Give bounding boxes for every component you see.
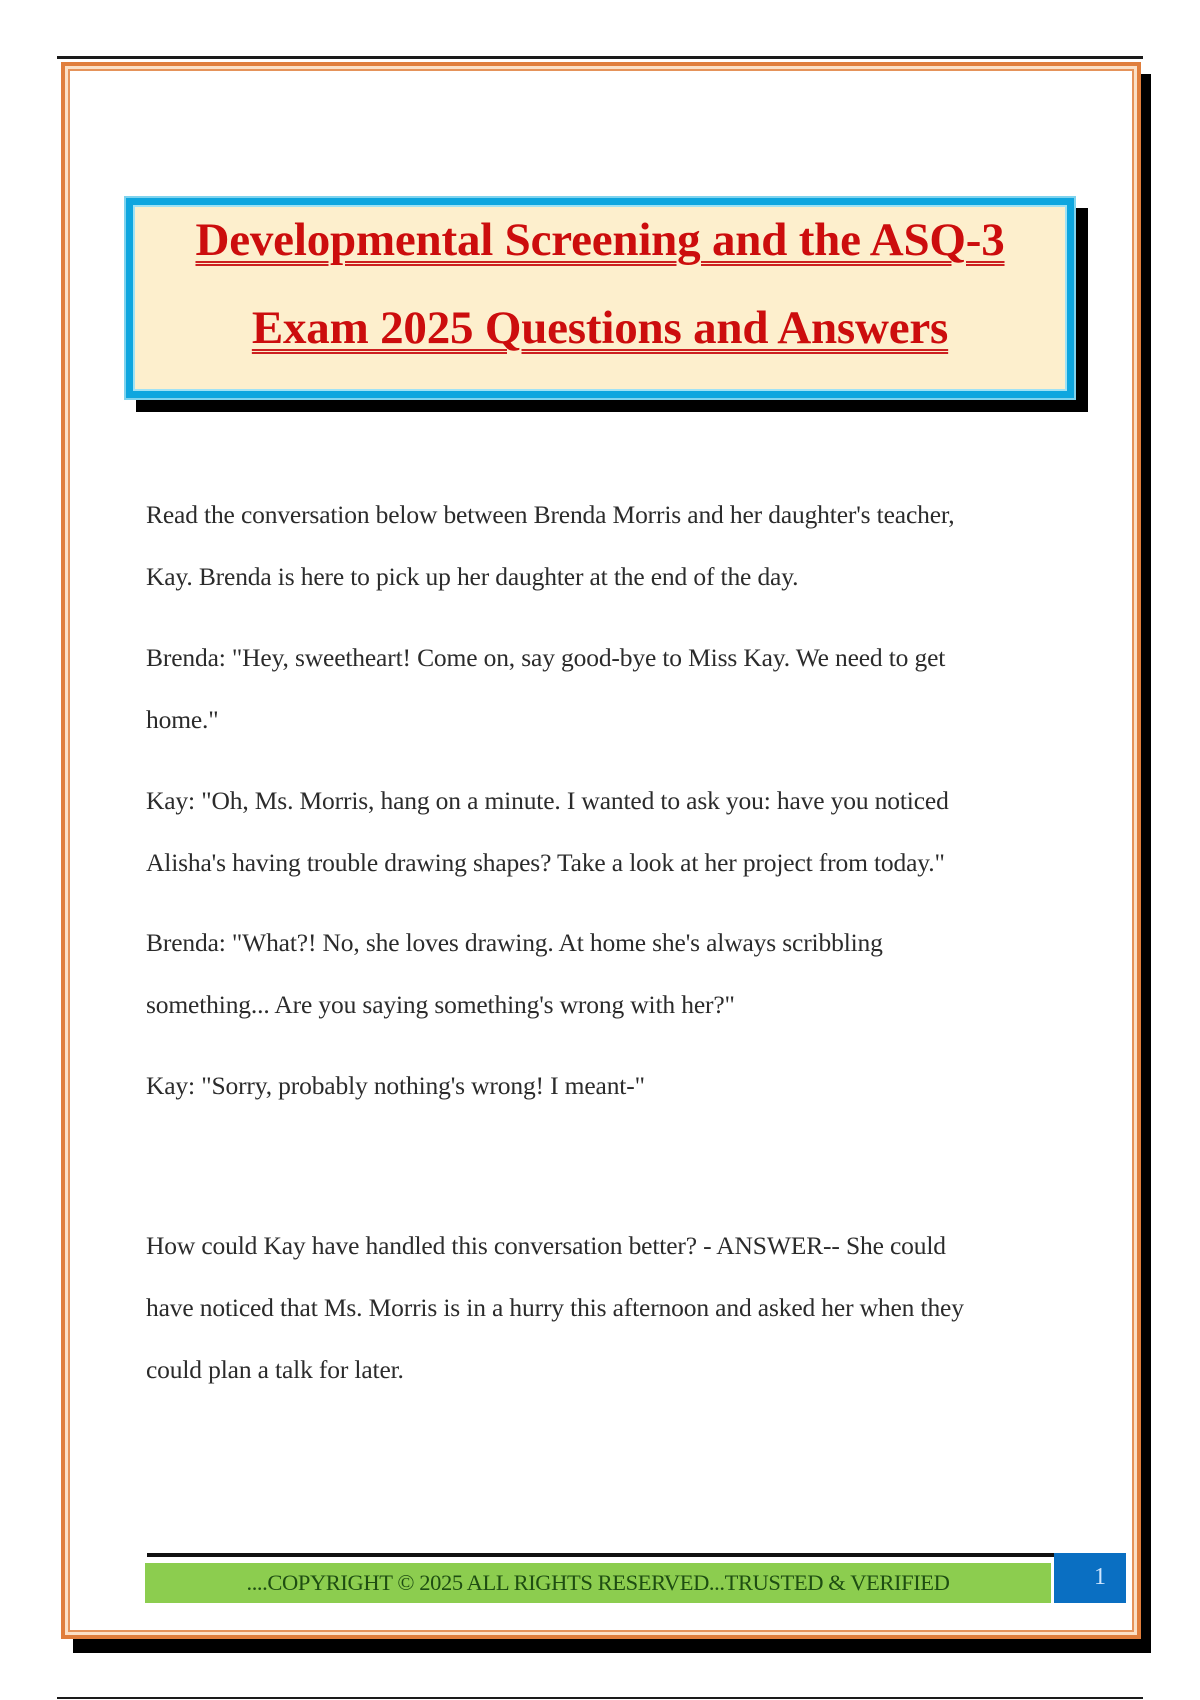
title-box [124, 196, 1076, 400]
top-rule [57, 56, 1143, 59]
question-answer [146, 1215, 964, 1401]
text-line: have noticed that Ms. Morris is in a hurry this afternoon and asked her when they [146, 1293, 964, 1322]
footer-rule [147, 1553, 1054, 1557]
text-line: Brenda: "What?! No, she loves drawing. At home she's always scribbling [146, 928, 883, 957]
dialogue-kay-1 [146, 770, 949, 894]
footer-copyright: ....COPYRIGHT © 2025 ALL RIGHTS RESERVED...TRUSTED & VERIFIED [145, 1563, 1051, 1603]
dialogue-brenda-1 [146, 627, 945, 751]
dialogue-kay-2 [146, 1055, 645, 1117]
text-line: home." [146, 705, 219, 734]
text-line: Kay: "Oh, Ms. Morris, hang on a minute. I wanted to ask you: have you noticed [146, 786, 949, 815]
intro-paragraph [146, 484, 954, 608]
text-line: Brenda: "Hey, sweetheart! Come on, say good-bye to Miss Kay. We need to get [146, 643, 946, 672]
text-line: could plan a talk for later. [146, 1355, 404, 1384]
document-title-line-2: Exam 2025 Questions and Answers [251, 302, 949, 354]
dialogue-brenda-2 [146, 912, 883, 1036]
text-line: How could Kay have handled this conversation better? - ANSWER-- She could [146, 1231, 946, 1260]
text-line: Alisha's having trouble drawing shapes? Take a look at her project from today." [146, 848, 945, 877]
bottom-rule [57, 1697, 1143, 1699]
document-title-line-1: Developmental Screening and the ASQ-3 [195, 214, 1005, 266]
text-line: Kay. Brenda is here to pick up her daughter at the end of the day. [146, 562, 799, 591]
text-line: Read the conversation below between Brenda Morris and her daughter's teacher, [146, 500, 955, 529]
text-line: something... Are you saying something's wrong with her?" [146, 990, 735, 1019]
text-line: Kay: "Sorry, probably nothing's wrong! I meant-" [146, 1071, 645, 1100]
page-number: 1 [1054, 1553, 1126, 1603]
